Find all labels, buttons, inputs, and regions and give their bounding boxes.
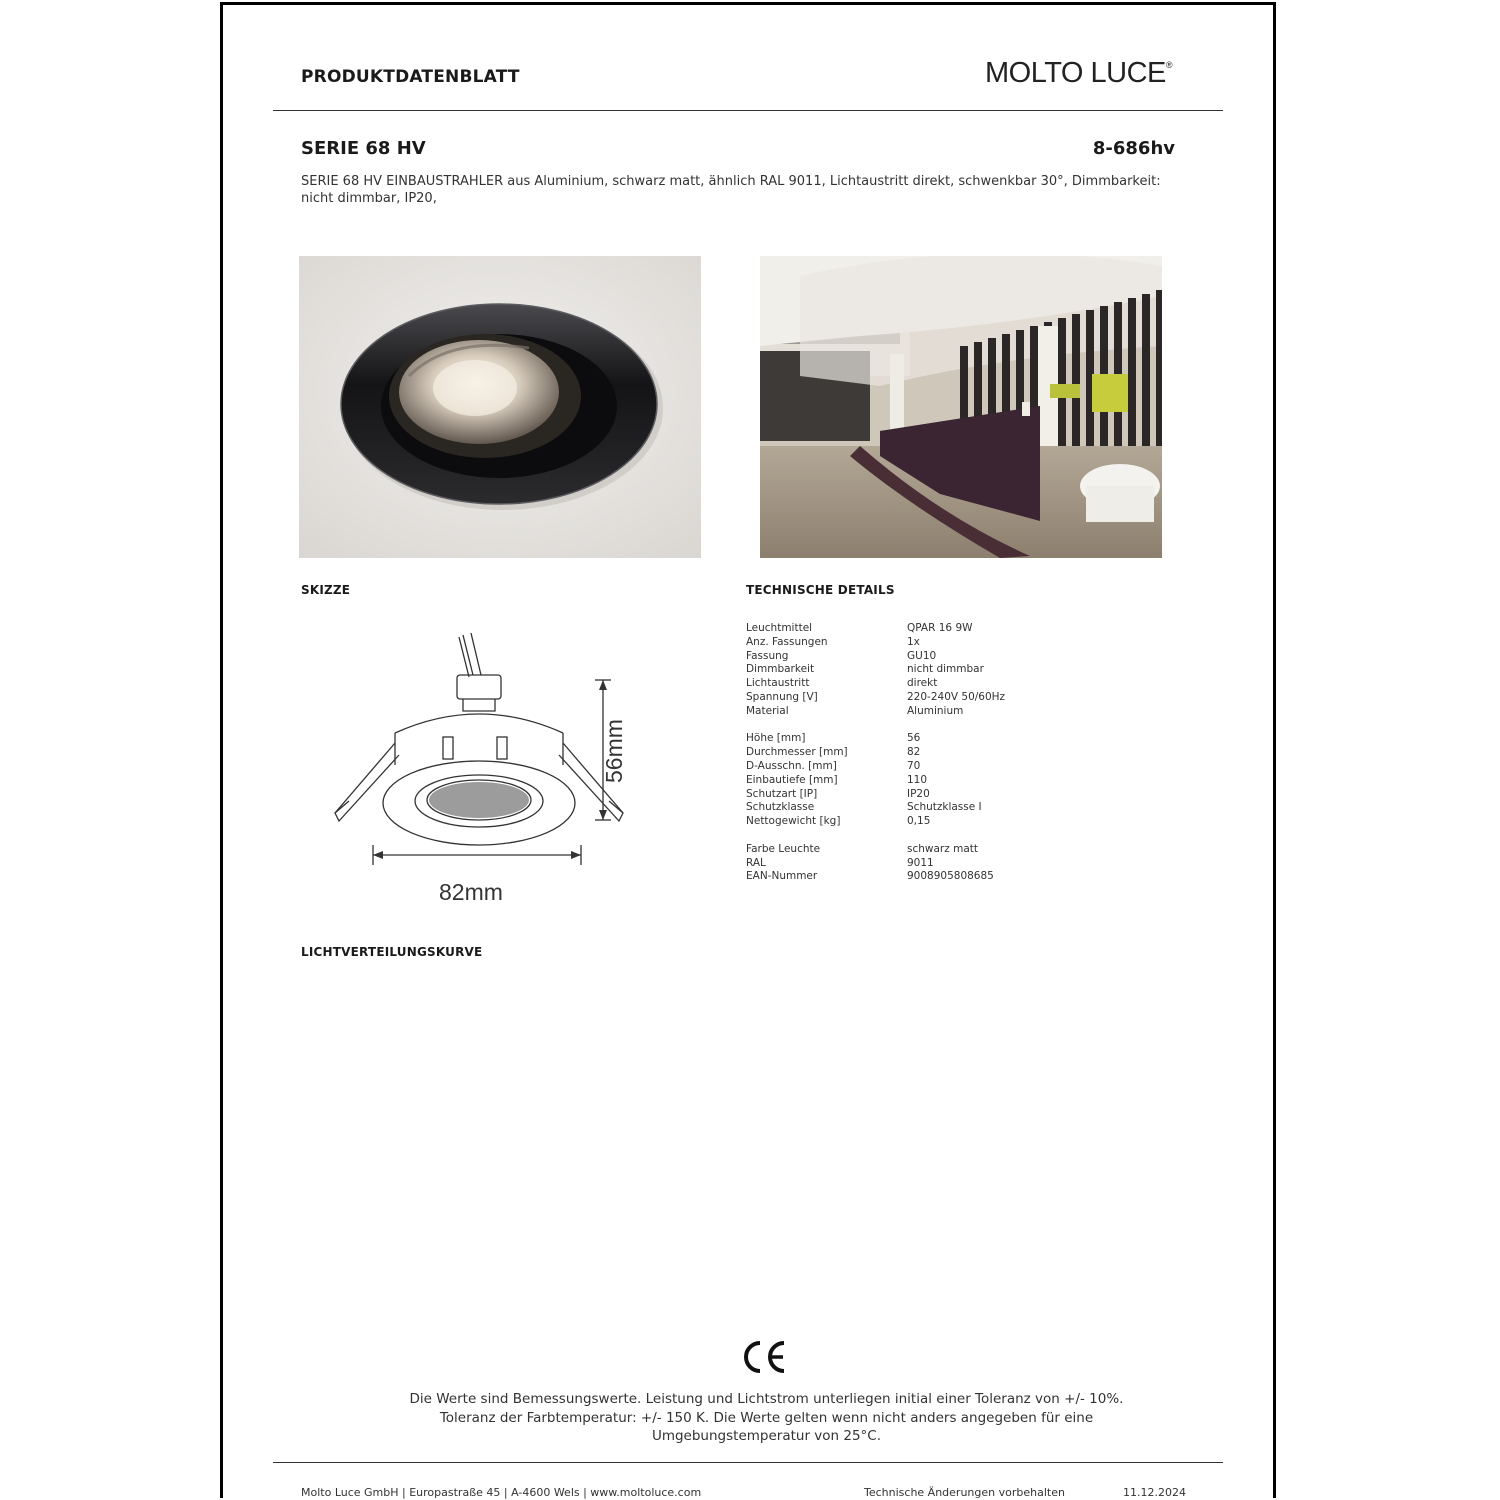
tech-label: Farbe Leuchte — [746, 842, 821, 855]
tech-row — [746, 691, 1005, 705]
tolerance-disclaimer — [223, 1390, 1310, 1446]
tech-row — [746, 760, 1005, 774]
header-divider — [273, 110, 1223, 111]
tech-label: Höhe [mm] — [746, 732, 806, 745]
tech-value: GU10 — [907, 649, 937, 662]
tech-label: Durchmesser [mm] — [746, 746, 848, 759]
dimension-sketch — [313, 625, 653, 915]
tech-row — [746, 677, 1005, 691]
tech-value: 220-240V 50/60Hz — [907, 690, 1006, 703]
section-heading-technical: TECHNISCHE DETAILS — [746, 583, 895, 597]
ambience-photo — [760, 256, 1162, 558]
tech-row — [746, 774, 1005, 788]
datasheet-page — [220, 2, 1276, 1498]
footer-date: 11.12.2024 — [1123, 1486, 1186, 1499]
tech-row — [746, 705, 1005, 719]
section-heading-light-curve: LICHTVERTEILUNGSKURVE — [301, 945, 483, 959]
tech-label: Material — [746, 704, 789, 717]
footer-notice: Technische Änderungen vorbehalten — [864, 1486, 1065, 1499]
product-series: SERIE 68 HV — [301, 138, 426, 159]
group-spacer — [746, 719, 1005, 733]
tech-value: 9011 — [907, 856, 934, 869]
tech-value: IP20 — [907, 787, 930, 800]
tech-row — [746, 622, 1005, 636]
tech-label: Lichtaustritt — [746, 677, 810, 690]
tech-label: Einbautiefe [mm] — [746, 773, 838, 786]
technical-details-table — [746, 622, 1005, 884]
ce-mark — [743, 1339, 789, 1375]
tech-row — [746, 663, 1005, 677]
tech-value: QPAR 16 9W — [907, 622, 973, 634]
tech-label: Fassung — [746, 649, 789, 662]
tech-row — [746, 843, 1005, 857]
height-dimension-label: 56mm — [601, 719, 627, 783]
tech-value: 110 — [907, 773, 928, 786]
tech-label: RAL — [746, 856, 766, 869]
tech-label: Leuchtmittel — [746, 622, 813, 634]
tech-row — [746, 801, 1005, 815]
tech-label: Nettogewicht [kg] — [746, 815, 841, 828]
tech-row — [746, 732, 1005, 746]
brand-logo — [985, 57, 1172, 90]
logo-text: MOLTO LUCE — [985, 57, 1166, 89]
tech-value: 56 — [907, 732, 921, 745]
tech-row — [746, 746, 1005, 760]
tech-value: 0,15 — [907, 815, 931, 828]
tech-label: Dimmbarkeit — [746, 663, 815, 676]
tech-value: Schutzklasse I — [907, 801, 982, 814]
tech-label: Anz. Fassungen — [746, 635, 828, 648]
tech-row — [746, 815, 1005, 829]
tech-value: 9008905808685 — [907, 870, 994, 883]
footer-company: Molto Luce GmbH | Europastraße 45 | A-4600 Wels | www.moltoluce.com — [301, 1486, 702, 1499]
tech-row — [746, 650, 1005, 664]
tech-row — [746, 788, 1005, 802]
tech-label: Spannung [V] — [746, 690, 818, 703]
tech-value: 70 — [907, 759, 921, 772]
tech-value: 1x — [907, 635, 920, 648]
tech-value: nicht dimmbar — [907, 663, 984, 676]
tech-label: EAN-Nummer — [746, 870, 818, 883]
tech-row — [746, 857, 1005, 871]
tech-row — [746, 870, 1005, 884]
tech-label: Schutzart [IP] — [746, 787, 818, 800]
disclaimer-line-2: Toleranz der Farbtemperatur: +/- 150 K. Die Werte gelten wenn nicht anders angegeben für eine — [439, 1409, 1094, 1426]
tech-value: Aluminium — [907, 704, 964, 717]
tech-label: Schutzklasse — [746, 801, 815, 814]
product-description: SERIE 68 HV EINBAUSTRAHLER aus Aluminium, schwarz matt, ähnlich RAL 9011, Lichtaustritt direkt, schwenkbar 30°, Dimmbarkeit: nicht dimmbar, IP20, — [301, 174, 1161, 206]
tech-value: schwarz matt — [907, 842, 978, 855]
disclaimer-line-1: Die Werte sind Bemessungswerte. Leistung und Lichtstrom unterliegen initial einer Toleranz von +/- 10%. — [409, 1391, 1124, 1407]
footer-divider — [273, 1462, 1223, 1463]
document-title: PRODUKTDATENBLATT — [301, 67, 520, 87]
tech-row — [746, 636, 1005, 650]
registered-mark: ® — [1165, 60, 1172, 70]
article-number: 8-686hv — [1092, 138, 1175, 159]
tech-value: 82 — [907, 746, 921, 759]
product-photo — [299, 256, 701, 558]
width-dimension-label: 82mm — [439, 879, 503, 905]
tech-label: D-Ausschn. [mm] — [746, 759, 837, 772]
section-heading-sketch: SKIZZE — [301, 583, 351, 597]
disclaimer-line-3: Umgebungstemperatur von 25°C. — [651, 1428, 882, 1444]
group-spacer — [746, 829, 1005, 843]
tech-value: direkt — [907, 677, 938, 690]
